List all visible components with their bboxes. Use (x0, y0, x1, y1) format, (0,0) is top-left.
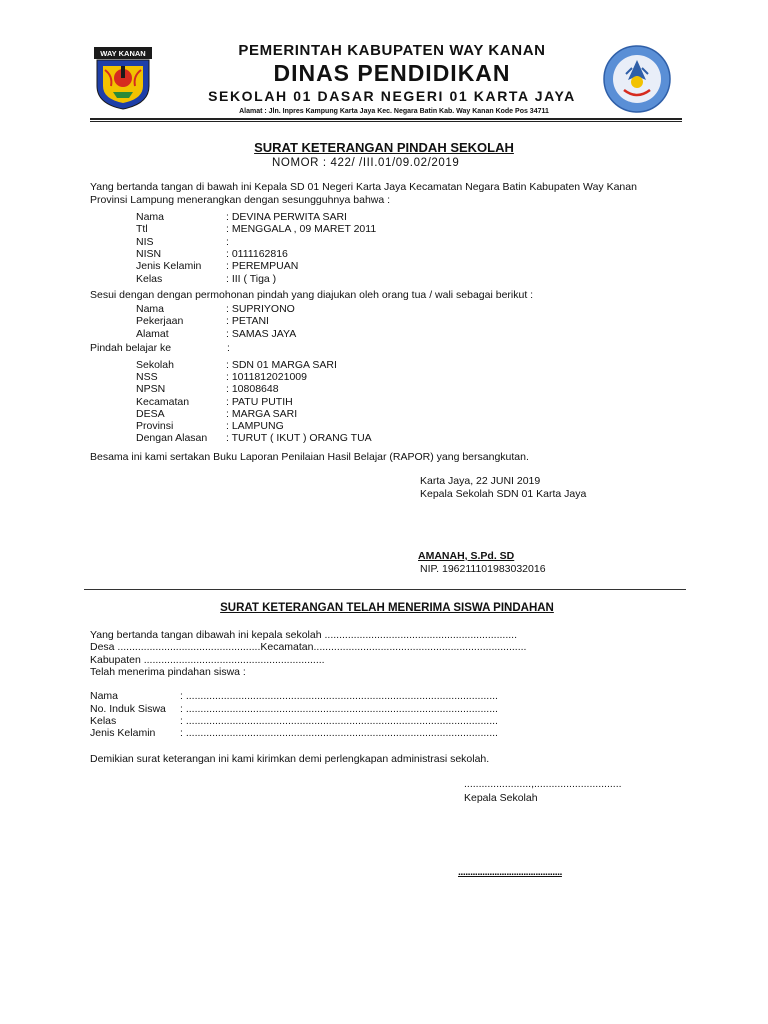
receipt-closing: Demikian surat keterangan ini kami kirimkan demi perlengkapan administrasi sekolah. (90, 753, 490, 765)
intro-line-2: Provinsi Lampung menerangkan dengan sesungguhnya bahwa : (90, 194, 391, 206)
destination-field-value: : 10808648 (226, 383, 279, 395)
destination-field-label: Kecamatan (136, 396, 190, 408)
student-field-label: Jenis Kelamin (136, 260, 202, 272)
header-rule (90, 118, 682, 120)
student-field-label: Nama (136, 211, 165, 223)
receipt-line-3: Kabupaten .............................................................. (90, 654, 325, 666)
intro-line-1: Yang bertanda tangan di bawah ini Kepala SD 01 Negeri Karta Jaya Kecamatan Negara Batin Kabupaten Way Kanan (90, 181, 637, 193)
move-colon: : (227, 342, 230, 354)
destination-field-value: : PATU PUTIH (226, 396, 293, 408)
receipt-field-value: : ........................................................................................................... (180, 727, 498, 739)
parent-field-label: Alamat (136, 328, 169, 340)
receipt-sign-dots: .......................,.............................. (464, 778, 622, 790)
student-field-label: NIS (136, 236, 154, 248)
move-label: Pindah belajar ke (90, 342, 172, 354)
place-date: Karta Jaya, 22 JUNI 2019 (420, 475, 541, 487)
receipt-field-value: : ........................................................................................................... (180, 715, 498, 727)
destination-field-label: DESA (136, 408, 165, 420)
destination-field-value: : MARGA SARI (226, 408, 298, 420)
student-field-value: : (226, 236, 229, 248)
parent-intro: Sesui dengan dengan permohonan pindah yang diajukan oleh orang tua / wali sebagai berikut : (90, 289, 534, 301)
parent-field-label: Nama (136, 303, 165, 315)
receipt-sign-position: Kepala Sekolah (464, 792, 538, 804)
signer-name: AMANAH, S.Pd. SD (418, 550, 515, 562)
header-rule-thin (90, 121, 682, 122)
student-field-value: : PEREMPUAN (226, 260, 299, 272)
receipt-field-value: : ........................................................................................................... (180, 703, 498, 715)
student-field-label: Ttl (136, 223, 148, 235)
closing-text: Besama ini kami sertakan Buku Laporan Penilaian Hasil Belajar (RAPOR) yang bersangkutan. (90, 451, 529, 463)
parent-field-value: : SAMAS JAYA (226, 328, 297, 340)
header-address: Alamat : Jln. Inpres Kampung Karta Jaya Kec. Negara Batin Kab. Way Kanan Kode Pos 34711 (239, 108, 549, 115)
destination-field-label: NSS (136, 371, 158, 383)
receipt-sign-name: ........................................... (458, 866, 562, 878)
receipt-title: SURAT KETERANGAN TELAH MENERIMA SISWA PINDAHAN (220, 602, 554, 614)
receipt-line-4: Telah menerima pindahan siswa : (90, 666, 246, 678)
destination-field-value: : LAMPUNG (226, 420, 284, 432)
letter-title: SURAT KETERANGAN PINDAH SEKOLAH (254, 140, 514, 155)
destination-field-value: : SDN 01 MARGA SARI (226, 359, 337, 371)
signer-nip: NIP. 196211101983032016 (420, 563, 546, 575)
receipt-field-value: : ........................................................................................................... (180, 690, 498, 702)
student-field-value: : DEVINA PERWITA SARI (226, 211, 347, 223)
receipt-line-2: Desa .................................................Kecamatan......................................................................... (90, 641, 527, 653)
signer-position: Kepala Sekolah SDN 01 Karta Jaya (420, 488, 587, 500)
header-school: SEKOLAH 01 DASAR NEGERI 01 KARTA JAYA (208, 88, 576, 104)
receipt-field-label: No. Induk Siswa (90, 703, 166, 715)
header-government: PEMERINTAH KABUPATEN WAY KANAN (238, 42, 546, 59)
parent-field-label: Pekerjaan (136, 315, 184, 327)
destination-field-label: Sekolah (136, 359, 174, 371)
section-divider (84, 589, 686, 590)
letter-number: NOMOR : 422/ /III.01/09.02/2019 (272, 157, 460, 169)
student-field-value: : III ( Tiga ) (226, 273, 277, 285)
destination-field-label: Dengan Alasan (136, 432, 208, 444)
logo-left-caption: WAY KANAN (100, 49, 146, 58)
destination-field-value: : 1011812021009 (226, 371, 307, 383)
student-field-label: NISN (136, 248, 162, 260)
header-department: DINAS PENDIDIKAN (273, 60, 511, 86)
student-field-value: : MENGGALA , 09 MARET 2011 (226, 223, 377, 235)
student-field-value: : 0111162816 (226, 248, 288, 260)
student-field-label: Kelas (136, 273, 163, 285)
destination-field-value: : TURUT ( IKUT ) ORANG TUA (226, 432, 372, 444)
receipt-field-label: Jenis Kelamin (90, 727, 156, 739)
receipt-field-label: Nama (90, 690, 119, 702)
parent-field-value: : PETANI (226, 315, 269, 327)
destination-field-label: NPSN (136, 383, 166, 395)
parent-field-value: : SUPRIYONO (226, 303, 295, 315)
receipt-field-label: Kelas (90, 715, 117, 727)
destination-field-label: Provinsi (136, 420, 174, 432)
receipt-line-1: Yang bertanda tangan dibawah ini kepala sekolah .................................................................. (90, 629, 518, 641)
